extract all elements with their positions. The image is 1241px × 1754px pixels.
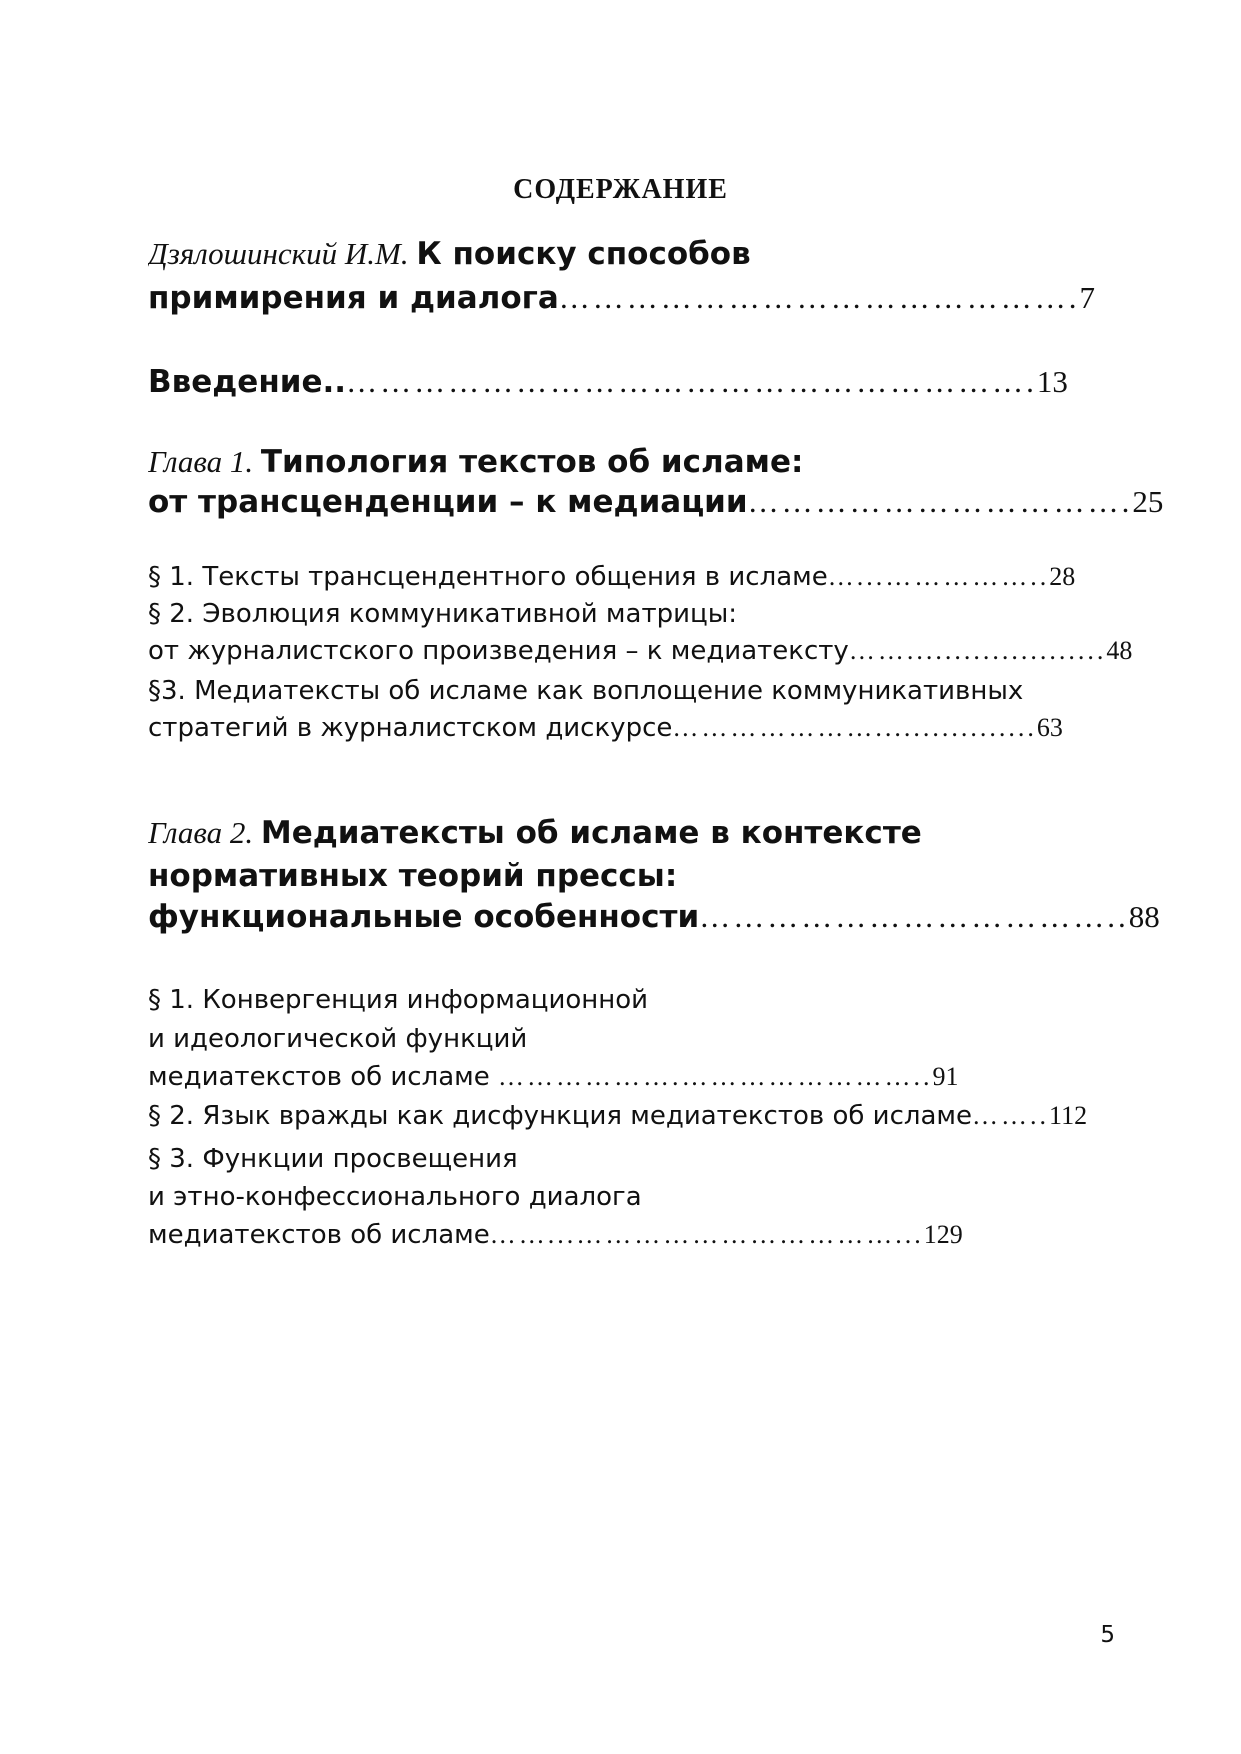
chapter1-title-line2: от трансценденции – к медиации	[148, 484, 748, 520]
toc-section-2-3-line1	[148, 1144, 518, 1174]
toc-section-2-1-line1	[148, 985, 648, 1015]
toc-section-1-3-line2	[148, 713, 1063, 743]
chapter1-label: Глава 1.	[148, 444, 261, 479]
page-ref: 7	[1079, 280, 1095, 315]
section-title: и идеологической функций	[148, 1024, 528, 1054]
chapter1-title-line1: Типология текстов об исламе:	[260, 444, 804, 480]
page-ref: 13	[1036, 364, 1068, 399]
chapter2-label: Глава 2.	[148, 815, 261, 850]
toc-entry-preface-line1	[148, 236, 751, 272]
toc-entry-chapter2-line1	[148, 815, 922, 851]
leader-dots: …………………………………………………….	[346, 364, 1037, 399]
section-title: § 2. Язык вражды как дисфункция медиатекстов об исламе	[148, 1101, 973, 1131]
section-title: и этно-конфессионального диалога	[148, 1182, 642, 1212]
toc-title: СОДЕРЖАНИЕ	[513, 174, 728, 205]
leader-dots: …...……………..	[827, 562, 1050, 591]
chapter2-title-line2: нормативных теорий прессы:	[148, 858, 678, 894]
section-title: стратегий в журналистском дискурсе	[148, 713, 673, 743]
preface-title-line1: К поиску способов	[416, 236, 751, 272]
leader-dots: …………………………….	[747, 484, 1133, 519]
leader-dots: ……………………………………….	[558, 280, 1080, 315]
page-ref: 91	[932, 1062, 959, 1091]
section-title: § 3. Функции просвещения	[148, 1144, 518, 1174]
toc-entry-preface-line2	[148, 280, 1095, 316]
page-ref: 112	[1049, 1101, 1088, 1130]
section-title: § 1. Конвергенция информационной	[148, 985, 649, 1015]
toc-section-1-3-line1	[148, 676, 1023, 706]
page-ref: 88	[1128, 899, 1160, 934]
section-title: §3. Медиатексты об исламе как воплощение коммуникативных	[148, 676, 1024, 706]
section-title: медиатекстов об исламе	[148, 1062, 499, 1092]
chapter2-title-line3: функциональные особенности	[148, 899, 700, 935]
page-ref: 129	[923, 1220, 963, 1249]
intro-title: Введение..	[148, 364, 347, 400]
leader-dots: ………………….................	[672, 713, 1037, 742]
page-ref: 25	[1132, 484, 1164, 519]
toc-entry-intro	[148, 364, 1068, 400]
page-ref: 28	[1049, 562, 1076, 591]
leader-dots: …….....................	[848, 636, 1107, 665]
toc-section-1-2-line2	[148, 636, 1132, 666]
toc-section-1-1	[148, 562, 1075, 592]
section-title: медиатекстов об исламе	[148, 1220, 490, 1250]
toc-entry-chapter2-line3	[148, 899, 1160, 935]
toc-entry-chapter2-line2	[148, 858, 677, 894]
leader-dots: ……...……………………………...	[489, 1220, 924, 1249]
chapter2-title-line1: Медиатексты об исламе в контексте	[260, 815, 922, 851]
page-number: 5	[1100, 1622, 1115, 1648]
toc-section-2-3-line3	[148, 1220, 963, 1250]
page-ref: 63	[1036, 713, 1063, 742]
section-title: от журналистского произведения – к медиатексту	[148, 636, 849, 666]
leader-dots: ……..	[972, 1101, 1050, 1130]
toc-section-2-3-line2	[148, 1182, 642, 1212]
page-ref: 48	[1106, 636, 1133, 665]
preface-title-line2: примирения и диалога	[148, 280, 559, 316]
toc-section-2-2	[148, 1101, 1087, 1131]
toc-entry-chapter1-line2	[148, 484, 1163, 520]
leader-dots: ………………………………..	[699, 899, 1129, 934]
section-title: § 1. Тексты трансцендентного общения в исламе	[148, 562, 828, 592]
section-title: § 2. Эволюция коммуникативной матрицы:	[148, 599, 737, 629]
toc-entry-chapter1-line1	[148, 444, 803, 480]
toc-section-1-2-line1	[148, 599, 737, 629]
preface-author: Дзялошинский И.М.	[148, 236, 417, 271]
toc-section-2-1-line2	[148, 1024, 527, 1054]
toc-section-2-1-line3	[148, 1062, 959, 1092]
leader-dots: ……………….……………………..	[498, 1062, 933, 1091]
